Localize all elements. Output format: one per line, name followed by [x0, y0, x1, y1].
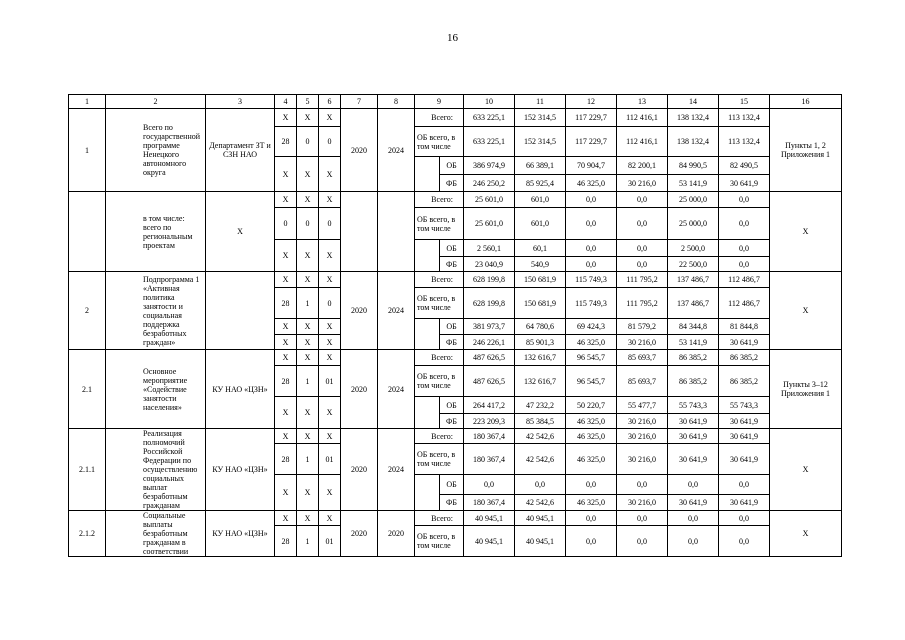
code-cell: X: [297, 157, 319, 192]
code-cell: 1: [297, 526, 319, 557]
code-cell: X: [275, 429, 297, 444]
code-cell: X: [319, 319, 341, 335]
row-number: 2.1.1: [69, 429, 106, 511]
amount-cell: 150 681,9: [515, 288, 566, 319]
amount-cell: 0,0: [719, 257, 770, 272]
amount-cell: 30 216,0: [617, 335, 668, 350]
amount-cell: 112 486,7: [719, 272, 770, 288]
amount-cell: 0,0: [566, 475, 617, 495]
amount-cell: 64 780,6: [515, 319, 566, 335]
amount-cell: 40 945,1: [464, 511, 515, 526]
amount-cell: 40 945,1: [464, 526, 515, 557]
amount-cell: 2 500,0: [668, 240, 719, 257]
code-cell: 28: [275, 444, 297, 475]
amount-cell: 30 216,0: [617, 444, 668, 475]
amount-cell: 85 693,7: [617, 366, 668, 397]
amount-cell: 601,0: [515, 208, 566, 240]
code-cell: X: [275, 272, 297, 288]
code-cell: X: [319, 192, 341, 208]
amount-cell: 0,0: [668, 475, 719, 495]
finance-indent: [415, 475, 440, 511]
row-note: X: [770, 192, 842, 272]
code-cell: X: [275, 109, 297, 127]
code-cell: 0: [319, 288, 341, 319]
row-executor: [206, 272, 275, 350]
finance-ob-label: ОБ: [440, 240, 464, 257]
code-cell: 28: [275, 526, 297, 557]
amount-cell: 30 641,9: [719, 335, 770, 350]
amount-cell: 42 542,6: [515, 495, 566, 511]
finance-ob-total-label: ОБ всего, в том числе: [415, 444, 464, 475]
amount-cell: 633 225,1: [464, 109, 515, 127]
amount-cell: 0,0: [617, 208, 668, 240]
amount-cell: 112 486,7: [719, 288, 770, 319]
finance-ob-total-label: ОБ всего, в том числе: [415, 127, 464, 157]
column-header: 7: [341, 95, 378, 109]
amount-cell: 46 325,0: [566, 495, 617, 511]
code-cell: X: [275, 511, 297, 526]
row-number: 2: [69, 272, 106, 350]
row-name: Реализация полномочий Российской Федерации по осуществлению социальных выплат безработным гражданам: [106, 429, 206, 511]
code-cell: 01: [319, 526, 341, 557]
code-cell: 01: [319, 444, 341, 475]
amount-cell: 246 250,2: [464, 175, 515, 192]
amount-cell: 30 641,9: [719, 495, 770, 511]
amount-cell: 86 385,2: [719, 350, 770, 366]
code-cell: X: [319, 240, 341, 272]
code-cell: X: [297, 397, 319, 429]
finance-total-label: Всего:: [415, 272, 464, 288]
end-year: 2024: [378, 109, 415, 192]
code-cell: 0: [319, 208, 341, 240]
amount-cell: 25 601,0: [464, 208, 515, 240]
amount-cell: 70 904,7: [566, 157, 617, 175]
start-year: 2020: [341, 350, 378, 429]
start-year: 2020: [341, 272, 378, 350]
finance-indent: [415, 397, 440, 429]
amount-cell: 111 795,2: [617, 288, 668, 319]
column-header: 8: [378, 95, 415, 109]
amount-cell: 0,0: [617, 192, 668, 208]
amount-cell: 46 325,0: [566, 414, 617, 429]
amount-cell: 0,0: [566, 192, 617, 208]
row-name: Социальные выплаты безработным гражданам в соответствии: [106, 511, 206, 557]
amount-cell: 487 626,5: [464, 350, 515, 366]
code-cell: 1: [297, 366, 319, 397]
column-header: 13: [617, 95, 668, 109]
code-cell: X: [297, 109, 319, 127]
amount-cell: 117 229,7: [566, 109, 617, 127]
amount-cell: 23 040,9: [464, 257, 515, 272]
code-cell: X: [319, 157, 341, 192]
amount-cell: 55 743,3: [719, 397, 770, 414]
row-note: X: [770, 511, 842, 557]
amount-cell: 25 000,0: [668, 192, 719, 208]
amount-cell: 40 945,1: [515, 526, 566, 557]
end-year: 2020: [378, 511, 415, 557]
amount-cell: 2 560,1: [464, 240, 515, 257]
row-executor: КУ НАО «ЦЗН»: [206, 511, 275, 557]
amount-cell: 47 232,2: [515, 397, 566, 414]
amount-cell: 0,0: [617, 475, 668, 495]
amount-cell: 85 693,7: [617, 350, 668, 366]
code-cell: X: [297, 272, 319, 288]
table-row: [69, 429, 842, 444]
start-year: 2020: [341, 109, 378, 192]
amount-cell: 601,0: [515, 192, 566, 208]
amount-cell: 0,0: [719, 192, 770, 208]
amount-cell: 152 314,5: [515, 127, 566, 157]
finance-total-label: Всего:: [415, 429, 464, 444]
amount-cell: 0,0: [617, 511, 668, 526]
amount-cell: 60,1: [515, 240, 566, 257]
table-row: [69, 272, 842, 288]
amount-cell: 85 901,3: [515, 335, 566, 350]
code-cell: 01: [319, 366, 341, 397]
finance-total-label: Всего:: [415, 192, 464, 208]
amount-cell: 264 417,2: [464, 397, 515, 414]
amount-cell: 137 486,7: [668, 288, 719, 319]
amount-cell: 53 141,9: [668, 335, 719, 350]
amount-cell: 0,0: [464, 475, 515, 495]
amount-cell: 633 225,1: [464, 127, 515, 157]
row-number: 1: [69, 109, 106, 192]
amount-cell: 55 743,3: [668, 397, 719, 414]
code-cell: X: [275, 240, 297, 272]
amount-cell: 50 220,7: [566, 397, 617, 414]
finance-total-label: Всего:: [415, 350, 464, 366]
code-cell: X: [297, 350, 319, 366]
code-cell: X: [275, 397, 297, 429]
row-executor: КУ НАО «ЦЗН»: [206, 429, 275, 511]
amount-cell: 30 641,9: [719, 414, 770, 429]
table-row: [69, 109, 842, 127]
code-cell: 28: [275, 127, 297, 157]
row-executor: КУ НАО «ЦЗН»: [206, 350, 275, 429]
code-cell: X: [319, 109, 341, 127]
amount-cell: 115 749,3: [566, 272, 617, 288]
finance-total-label: Всего:: [415, 511, 464, 526]
row-number: 2.1: [69, 350, 106, 429]
finance-indent: [415, 157, 440, 192]
budget-table: [68, 94, 842, 557]
amount-cell: 40 945,1: [515, 511, 566, 526]
column-header: 6: [319, 95, 341, 109]
end-year: 2024: [378, 350, 415, 429]
code-cell: X: [297, 429, 319, 444]
finance-ob-total-label: ОБ всего, в том числе: [415, 208, 464, 240]
start-year: [341, 192, 378, 272]
code-cell: X: [297, 240, 319, 272]
amount-cell: 0,0: [668, 511, 719, 526]
amount-cell: 30 216,0: [617, 495, 668, 511]
code-cell: X: [275, 319, 297, 335]
code-cell: 0: [297, 127, 319, 157]
amount-cell: 66 389,1: [515, 157, 566, 175]
amount-cell: 30 641,9: [668, 495, 719, 511]
amount-cell: 46 325,0: [566, 444, 617, 475]
page-number: 16: [447, 32, 458, 44]
amount-cell: 180 367,4: [464, 495, 515, 511]
code-cell: 0: [297, 208, 319, 240]
code-cell: X: [319, 429, 341, 444]
amount-cell: 0,0: [617, 526, 668, 557]
code-cell: X: [297, 335, 319, 350]
finance-ob-total-label: ОБ всего, в том числе: [415, 366, 464, 397]
table-row: [69, 192, 842, 208]
amount-cell: 628 199,8: [464, 288, 515, 319]
amount-cell: 0,0: [566, 526, 617, 557]
amount-cell: 81 844,8: [719, 319, 770, 335]
amount-cell: 30 641,9: [668, 414, 719, 429]
amount-cell: 0,0: [719, 240, 770, 257]
amount-cell: 150 681,9: [515, 272, 566, 288]
amount-cell: 81 579,2: [617, 319, 668, 335]
amount-cell: 30 641,9: [719, 175, 770, 192]
code-cell: X: [297, 475, 319, 511]
finance-fb-label: ФБ: [440, 175, 464, 192]
row-name: Основное мероприятие «Содействие занятости населения»: [106, 350, 206, 429]
amount-cell: 82 490,5: [719, 157, 770, 175]
row-executor: X: [206, 192, 275, 272]
column-header: 14: [668, 95, 719, 109]
amount-cell: 0,0: [566, 208, 617, 240]
amount-cell: 30 216,0: [617, 429, 668, 444]
amount-cell: 30 216,0: [617, 175, 668, 192]
finance-ob-label: ОБ: [440, 397, 464, 414]
amount-cell: 386 974,9: [464, 157, 515, 175]
finance-fb-label: ФБ: [440, 257, 464, 272]
amount-cell: 42 542,6: [515, 429, 566, 444]
amount-cell: 69 424,3: [566, 319, 617, 335]
finance-ob-label: ОБ: [440, 475, 464, 495]
amount-cell: 0,0: [566, 257, 617, 272]
amount-cell: 25 601,0: [464, 192, 515, 208]
amount-cell: 152 314,5: [515, 109, 566, 127]
amount-cell: 85 925,4: [515, 175, 566, 192]
amount-cell: 180 367,4: [464, 429, 515, 444]
code-cell: X: [297, 192, 319, 208]
amount-cell: 246 226,1: [464, 335, 515, 350]
code-cell: X: [275, 192, 297, 208]
row-note: X: [770, 272, 842, 350]
amount-cell: 30 641,9: [719, 429, 770, 444]
end-year: [378, 192, 415, 272]
code-cell: X: [297, 319, 319, 335]
amount-cell: 223 209,3: [464, 414, 515, 429]
code-cell: 28: [275, 366, 297, 397]
column-header: 11: [515, 95, 566, 109]
row-note: Пункты 3–12 Приложения 1: [770, 350, 842, 429]
amount-cell: 0,0: [566, 240, 617, 257]
amount-cell: 96 545,7: [566, 350, 617, 366]
amount-cell: 46 325,0: [566, 429, 617, 444]
amount-cell: 0,0: [617, 240, 668, 257]
amount-cell: 85 384,5: [515, 414, 566, 429]
amount-cell: 86 385,2: [719, 366, 770, 397]
amount-cell: 138 132,4: [668, 127, 719, 157]
amount-cell: 30 641,9: [668, 429, 719, 444]
row-note: Пункты 1, 2 Приложения 1: [770, 109, 842, 192]
code-cell: X: [319, 397, 341, 429]
finance-indent: [415, 319, 440, 350]
column-header: 2: [106, 95, 206, 109]
amount-cell: 55 477,7: [617, 397, 668, 414]
amount-cell: 0,0: [719, 208, 770, 240]
finance-ob-total-label: ОБ всего, в том числе: [415, 526, 464, 557]
code-cell: X: [275, 157, 297, 192]
amount-cell: 46 325,0: [566, 175, 617, 192]
code-cell: X: [319, 272, 341, 288]
finance-ob-label: ОБ: [440, 319, 464, 335]
amount-cell: 0,0: [515, 475, 566, 495]
amount-cell: 86 385,2: [668, 350, 719, 366]
amount-cell: 132 616,7: [515, 366, 566, 397]
amount-cell: 84 990,5: [668, 157, 719, 175]
amount-cell: 0,0: [566, 511, 617, 526]
column-header: 5: [297, 95, 319, 109]
row-note: X: [770, 429, 842, 511]
column-header: 10: [464, 95, 515, 109]
row-name: Всего по государственной программе Ненецкого автономного округа: [106, 109, 206, 192]
code-cell: 1: [297, 444, 319, 475]
amount-cell: 0,0: [719, 511, 770, 526]
amount-cell: 96 545,7: [566, 366, 617, 397]
code-cell: 0: [319, 127, 341, 157]
amount-cell: 42 542,6: [515, 444, 566, 475]
column-header: 1: [69, 95, 106, 109]
amount-cell: 30 641,9: [668, 444, 719, 475]
code-cell: X: [319, 335, 341, 350]
header-row: [69, 95, 842, 109]
amount-cell: 0,0: [617, 257, 668, 272]
start-year: 2020: [341, 429, 378, 511]
amount-cell: 112 416,1: [617, 127, 668, 157]
code-cell: X: [297, 511, 319, 526]
amount-cell: 0,0: [719, 475, 770, 495]
amount-cell: 22 500,0: [668, 257, 719, 272]
amount-cell: 46 325,0: [566, 335, 617, 350]
row-executor: Департамент ЗТ и СЗН НАО: [206, 109, 275, 192]
amount-cell: 117 229,7: [566, 127, 617, 157]
code-cell: 28: [275, 288, 297, 319]
amount-cell: 487 626,5: [464, 366, 515, 397]
amount-cell: 132 616,7: [515, 350, 566, 366]
amount-cell: 180 367,4: [464, 444, 515, 475]
amount-cell: 0,0: [719, 526, 770, 557]
column-header: 12: [566, 95, 617, 109]
code-cell: X: [275, 335, 297, 350]
code-cell: 1: [297, 288, 319, 319]
amount-cell: 381 973,7: [464, 319, 515, 335]
table-row: [69, 511, 842, 526]
amount-cell: 628 199,8: [464, 272, 515, 288]
finance-fb-label: ФБ: [440, 414, 464, 429]
finance-ob-label: ОБ: [440, 157, 464, 175]
start-year: 2020: [341, 511, 378, 557]
finance-indent: [415, 240, 440, 272]
code-cell: X: [275, 475, 297, 511]
amount-cell: 138 132,4: [668, 109, 719, 127]
finance-total-label: Всего:: [415, 109, 464, 127]
column-header: 3: [206, 95, 275, 109]
amount-cell: 0,0: [668, 526, 719, 557]
amount-cell: 30 641,9: [719, 444, 770, 475]
column-header: 16: [770, 95, 842, 109]
table-body: [69, 95, 842, 557]
column-header: 4: [275, 95, 297, 109]
table-row: [69, 350, 842, 366]
code-cell: X: [319, 511, 341, 526]
amount-cell: 30 216,0: [617, 414, 668, 429]
code-cell: X: [275, 350, 297, 366]
amount-cell: 86 385,2: [668, 366, 719, 397]
end-year: 2024: [378, 272, 415, 350]
amount-cell: 113 132,4: [719, 127, 770, 157]
code-cell: 0: [275, 208, 297, 240]
row-name: Подпрограмма 1 «Активная политика занятости и социальная поддержка безработных граждан»: [106, 272, 206, 350]
column-header: 9: [415, 95, 464, 109]
amount-cell: 137 486,7: [668, 272, 719, 288]
finance-fb-label: ФБ: [440, 495, 464, 511]
finance-fb-label: ФБ: [440, 335, 464, 350]
code-cell: X: [319, 475, 341, 511]
amount-cell: 113 132,4: [719, 109, 770, 127]
amount-cell: 53 141,9: [668, 175, 719, 192]
column-header: 15: [719, 95, 770, 109]
amount-cell: 112 416,1: [617, 109, 668, 127]
amount-cell: 540,9: [515, 257, 566, 272]
row-number: [69, 192, 106, 272]
amount-cell: 25 000,0: [668, 208, 719, 240]
finance-ob-total-label: ОБ всего, в том числе: [415, 288, 464, 319]
row-number: 2.1.2: [69, 511, 106, 557]
amount-cell: 111 795,2: [617, 272, 668, 288]
amount-cell: 115 749,3: [566, 288, 617, 319]
amount-cell: 84 344,8: [668, 319, 719, 335]
row-name: в том числе: всего по региональным проектам: [106, 192, 206, 272]
code-cell: X: [319, 350, 341, 366]
end-year: 2024: [378, 429, 415, 511]
amount-cell: 82 200,1: [617, 157, 668, 175]
